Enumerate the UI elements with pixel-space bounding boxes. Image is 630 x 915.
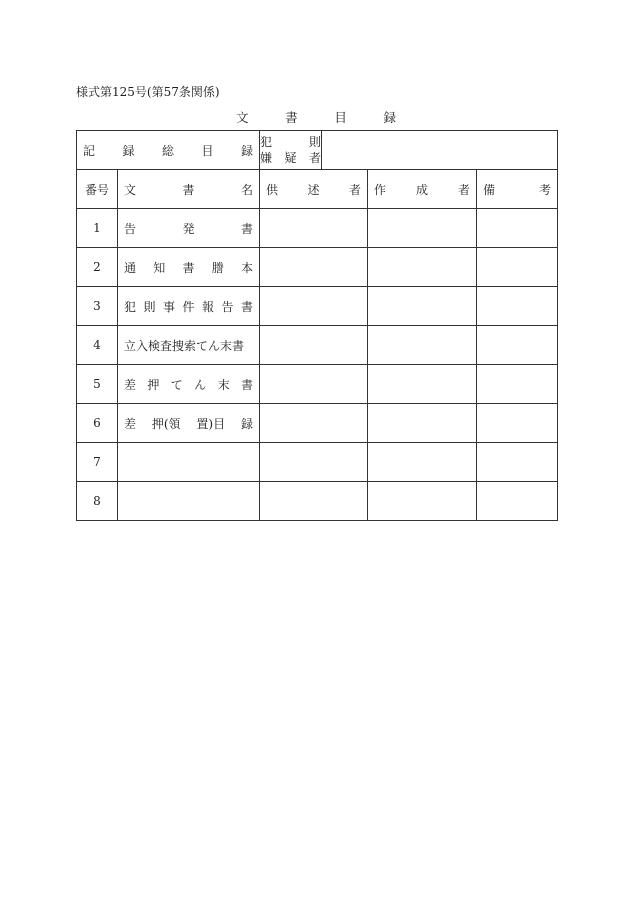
label-char: 作	[374, 182, 387, 197]
author-header	[368, 170, 477, 209]
deposition-cell[interactable]	[260, 482, 368, 521]
author-cell[interactable]	[368, 209, 477, 248]
document-name-char: 事	[163, 299, 176, 314]
document-name-char: 書	[241, 299, 254, 314]
record-header-row	[77, 131, 558, 170]
row-number: 1	[77, 209, 118, 248]
author-cell[interactable]	[368, 365, 477, 404]
document-name-char: 知	[153, 260, 166, 275]
document-title	[236, 108, 396, 126]
document-name-char: 通	[124, 260, 137, 275]
label-char: 備	[483, 182, 496, 197]
document-name-cell[interactable]	[118, 365, 260, 404]
record-label-cell	[77, 131, 260, 170]
label-char: 者	[348, 182, 361, 197]
document-name-char: 書	[241, 221, 254, 236]
document-name-char: 告	[221, 299, 234, 314]
label-char: 則	[309, 135, 322, 149]
document-name-cell[interactable]	[118, 248, 260, 287]
table-row	[77, 287, 558, 326]
row-number: 3	[77, 287, 118, 326]
remarks-cell[interactable]	[477, 443, 558, 482]
document-name-char: 末	[217, 377, 230, 392]
column-header-row	[77, 170, 558, 209]
table-row	[77, 404, 558, 443]
document-name-char: 報	[202, 299, 215, 314]
remarks-cell[interactable]	[477, 365, 558, 404]
remarks-cell[interactable]	[477, 482, 558, 521]
document-name-char: 立入検査捜索てん末書	[124, 338, 245, 353]
label-char: 疑	[284, 151, 297, 165]
document-list-table	[76, 130, 558, 521]
remarks-cell[interactable]	[477, 248, 558, 287]
row-number: 4	[77, 326, 118, 365]
table-row	[77, 326, 558, 365]
table-row	[77, 443, 558, 482]
remarks-header	[477, 170, 558, 209]
document-name-cell[interactable]	[118, 326, 260, 365]
document-name-char: 書	[182, 260, 195, 275]
document-name-char: 本	[241, 260, 254, 275]
document-name-header	[118, 170, 260, 209]
label-char: 考	[539, 182, 552, 197]
label-char: 文	[124, 182, 137, 197]
row-number: 2	[77, 248, 118, 287]
author-cell[interactable]	[368, 287, 477, 326]
remarks-cell[interactable]	[477, 326, 558, 365]
suspect-label-cell	[260, 131, 322, 170]
document-name-char: ん	[194, 377, 207, 392]
document-name-char: 録	[240, 416, 253, 431]
table-row	[77, 365, 558, 404]
label-char: 者	[308, 151, 321, 165]
document-name-char: 謄	[211, 260, 224, 275]
deposition-cell[interactable]	[260, 443, 368, 482]
document-name-char: て	[170, 377, 183, 392]
document-name-char: 件	[182, 299, 195, 314]
table-row	[77, 248, 558, 287]
document-name-char: 押(領	[151, 416, 181, 431]
document-name-char: 則	[143, 299, 156, 314]
label-char: 記	[83, 143, 96, 158]
label-char: 録	[241, 143, 254, 158]
document-name-char: 発	[182, 221, 195, 236]
label-char: 供	[266, 182, 279, 197]
table-row	[77, 482, 558, 521]
title-char: 録	[383, 110, 396, 125]
label-char: 成	[416, 182, 429, 197]
label-char: 犯	[260, 135, 273, 149]
row-number: 8	[77, 482, 118, 521]
number-header: 番号	[77, 170, 118, 209]
deposition-cell[interactable]	[260, 365, 368, 404]
document-name-char: 差	[124, 416, 137, 431]
suspect-value-cell[interactable]	[322, 131, 558, 170]
deposition-cell[interactable]	[260, 209, 368, 248]
label-char: 嫌	[260, 151, 273, 165]
deposition-header	[260, 170, 368, 209]
table-row	[77, 209, 558, 248]
author-cell[interactable]	[368, 443, 477, 482]
label-char: 目	[201, 143, 214, 158]
document-name-cell[interactable]	[118, 287, 260, 326]
document-name-char: 押	[147, 377, 160, 392]
author-cell[interactable]	[368, 326, 477, 365]
deposition-cell[interactable]	[260, 287, 368, 326]
label-char: 書	[182, 182, 195, 197]
form-number: 様式第125号(第57条関係)	[76, 85, 220, 99]
deposition-cell[interactable]	[260, 326, 368, 365]
label-char: 録	[122, 143, 135, 158]
label-char: 総	[162, 143, 175, 158]
remarks-cell[interactable]	[477, 287, 558, 326]
document-rows	[77, 209, 558, 521]
document-name-char: 書	[240, 377, 253, 392]
author-cell[interactable]	[368, 404, 477, 443]
document-name-char: 差	[124, 377, 137, 392]
row-number: 7	[77, 443, 118, 482]
row-number: 6	[77, 404, 118, 443]
document-name-char: 犯	[124, 299, 137, 314]
row-number: 5	[77, 365, 118, 404]
label-char: 名	[241, 182, 254, 197]
remarks-cell[interactable]	[477, 404, 558, 443]
title-char: 目	[334, 110, 347, 125]
document-name-cell[interactable]	[118, 443, 260, 482]
author-cell[interactable]	[368, 248, 477, 287]
title-char: 書	[285, 110, 298, 125]
deposition-cell[interactable]	[260, 248, 368, 287]
author-cell[interactable]	[368, 482, 477, 521]
record-label	[77, 142, 259, 159]
document-name-cell[interactable]	[118, 404, 260, 443]
suspect-label-line1	[260, 134, 321, 150]
title-char: 文	[236, 110, 249, 125]
remarks-cell[interactable]	[477, 209, 558, 248]
document-name-cell[interactable]	[118, 209, 260, 248]
label-char: 者	[457, 182, 470, 197]
document-name-char: 告	[124, 221, 137, 236]
suspect-label-line2	[260, 150, 321, 166]
deposition-cell[interactable]	[260, 404, 368, 443]
document-name-char: 置)目	[196, 416, 226, 431]
document-name-cell[interactable]	[118, 482, 260, 521]
label-char: 述	[307, 182, 320, 197]
